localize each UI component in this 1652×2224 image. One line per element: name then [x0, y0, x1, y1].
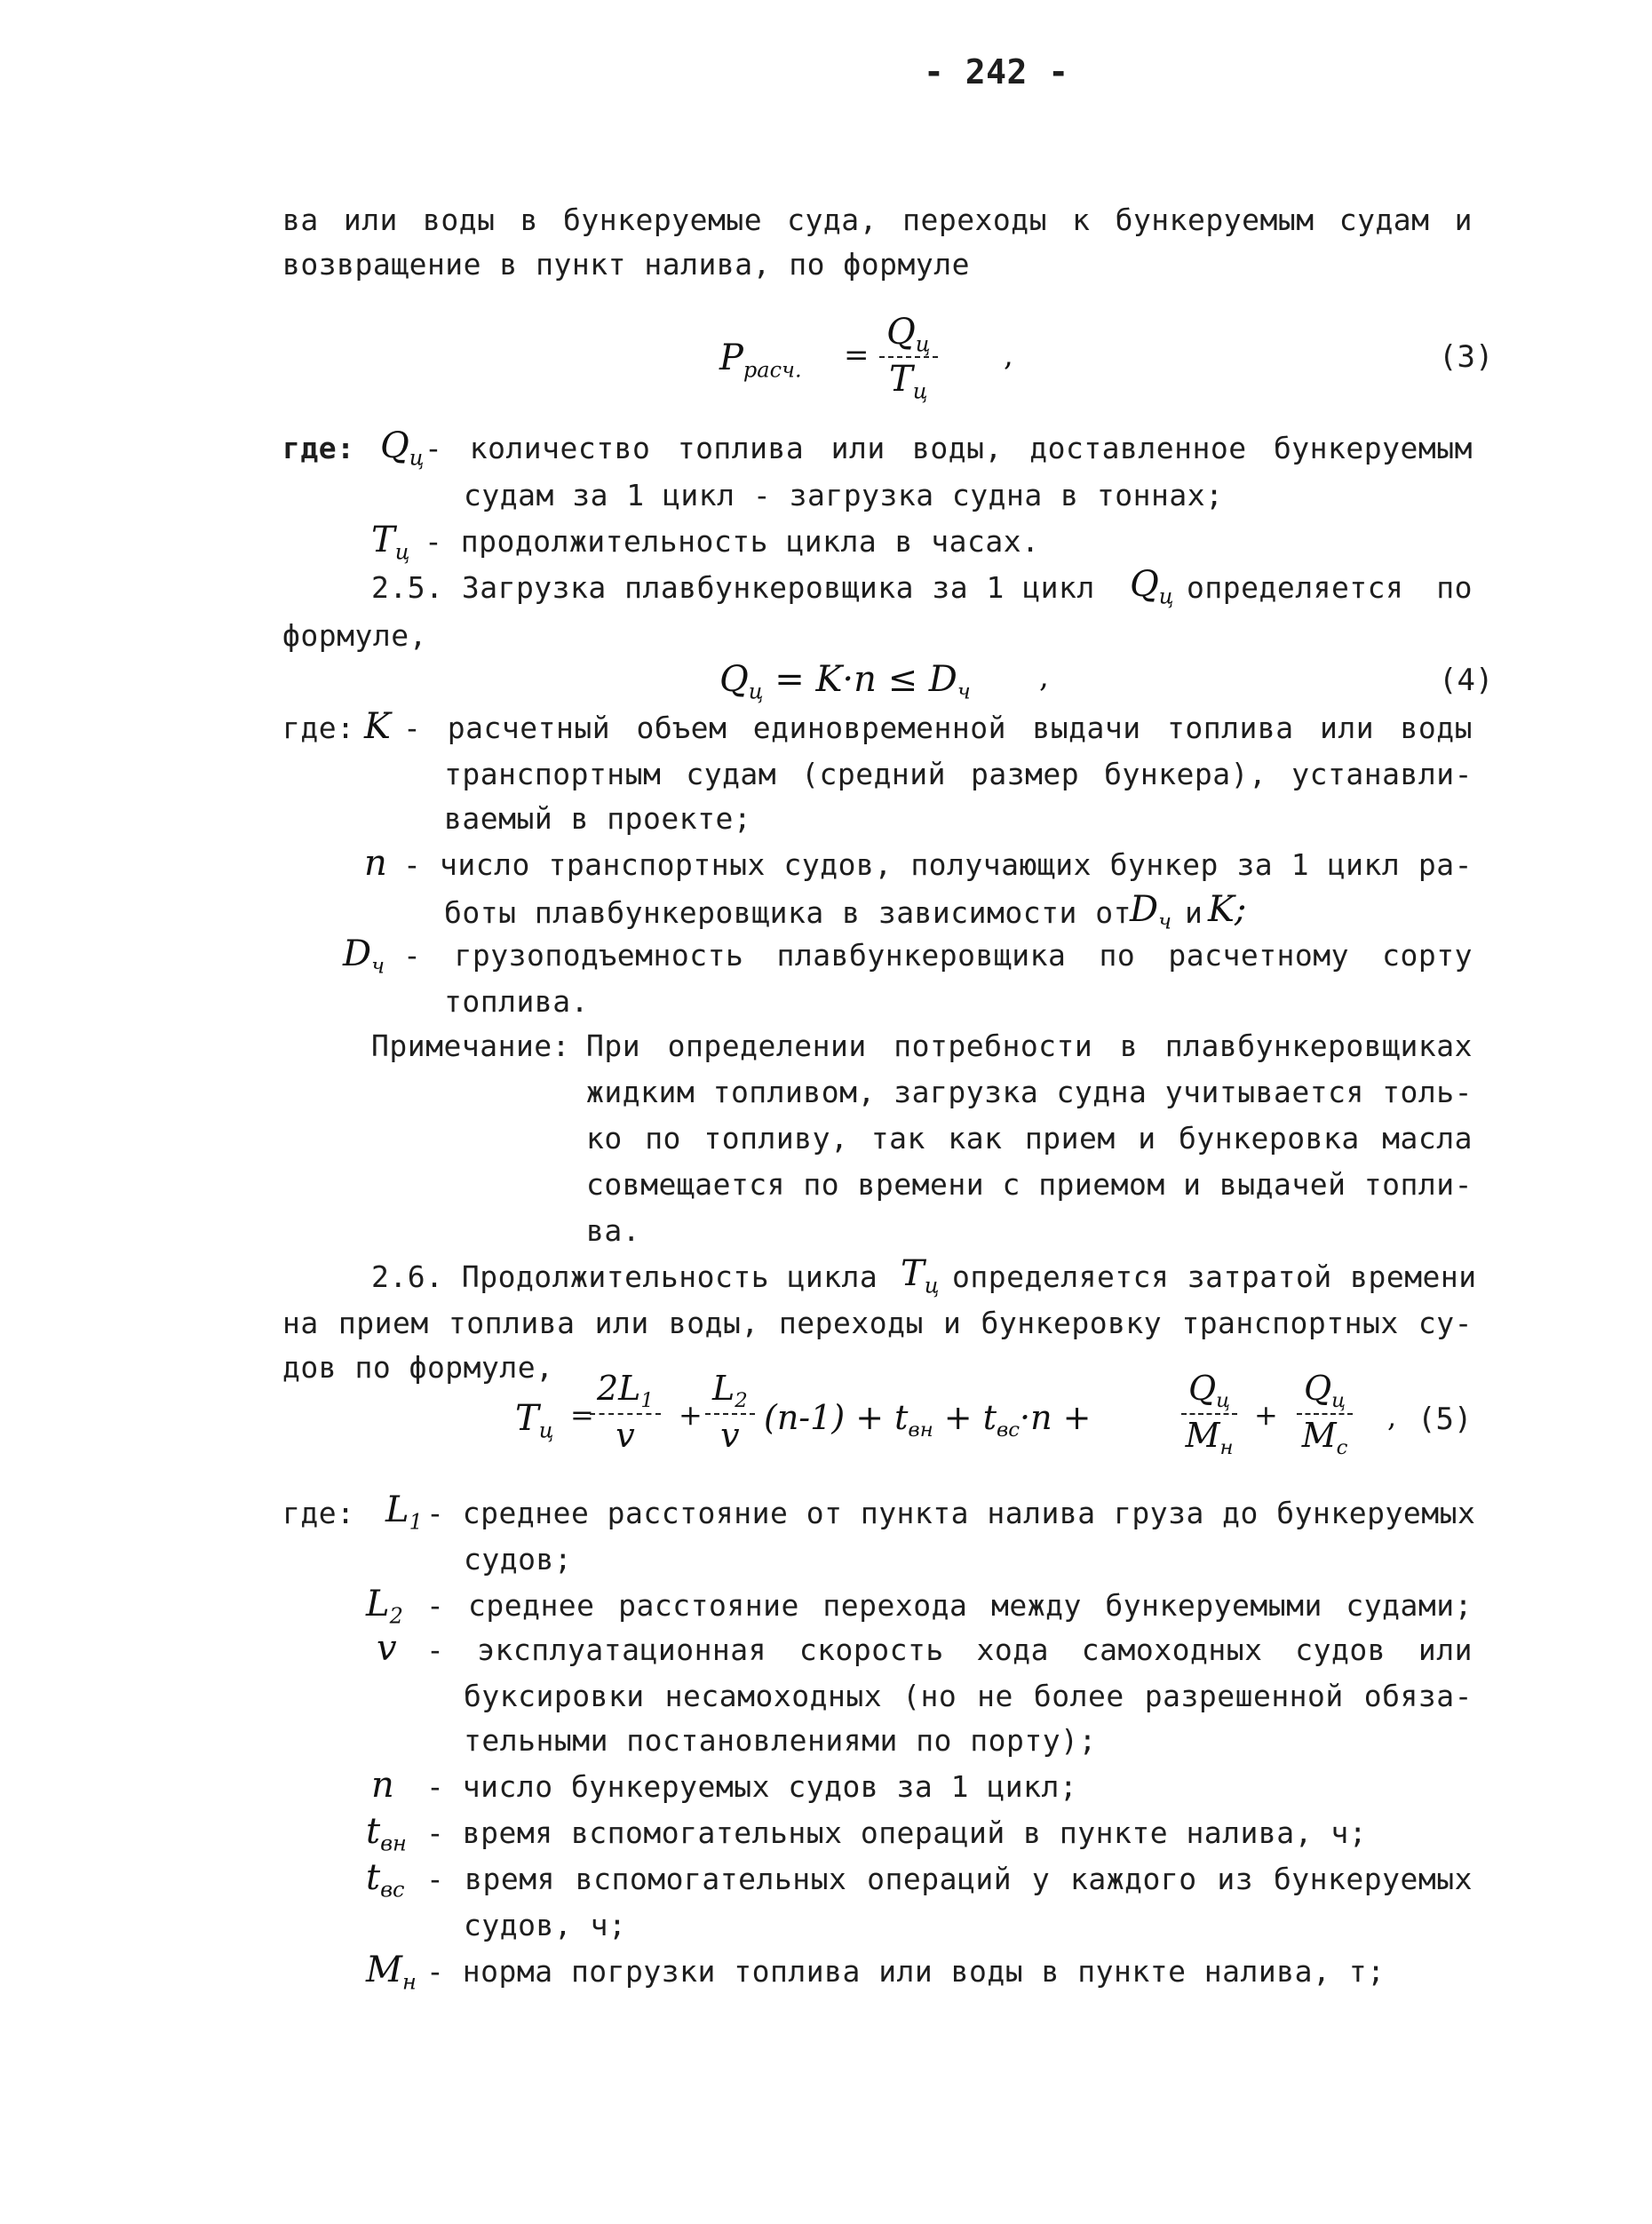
- eq5-number: (5): [1418, 1402, 1473, 1437]
- tvs-symbol: $t_{вс}$: [366, 1857, 405, 1902]
- l1-symbol: $L_1$: [385, 1489, 423, 1535]
- n-symbol: n: [364, 843, 387, 884]
- eq3-fraction: $Q_ц$ $T_ц$: [879, 314, 938, 402]
- note-line-1: При определении потребности в плавбункеровщиках: [586, 1029, 1473, 1063]
- n-def-d-symbol: $D_ч$: [1130, 889, 1172, 934]
- eq3-number: (3): [1439, 339, 1494, 375]
- v-definition-line-2: буксировки несамоходных (но не более разрешенной обяза-: [464, 1679, 1473, 1713]
- eq5-lhs: $T_ц$: [515, 1398, 554, 1443]
- eq3-equals: =: [844, 338, 870, 373]
- eq5-fraction-2: $\frac{L_2}{v}$: [705, 1371, 755, 1452]
- q-definition-line-1: - количество топлива или воды, доставленное бункеруемым: [425, 431, 1473, 465]
- tvs-definition-line-1: - время вспомогательных операций у каждого из бункеруемых: [426, 1862, 1473, 1896]
- p26-t-symbol: $T_ц$: [901, 1253, 940, 1299]
- n-def-k-symbol: K;: [1208, 889, 1247, 930]
- p25-line-2: формуле,: [282, 618, 427, 653]
- p25-line-1b: определяется по: [1187, 570, 1473, 605]
- page-number: - 242 -: [924, 52, 1069, 91]
- v-symbol: v: [377, 1628, 397, 1669]
- eq3-comma: ,: [1004, 338, 1013, 373]
- d-definition-line-2: топлива.: [444, 984, 589, 1019]
- where-label-2: где:: [282, 711, 355, 745]
- where-label-3: где:: [282, 1496, 355, 1530]
- q-symbol: $Q_ц$: [380, 425, 425, 471]
- k-symbol: K: [364, 706, 391, 747]
- q-definition-line-2: судам за 1 цикл - загрузка судна в тоннах;: [464, 478, 1224, 512]
- n-definition-line-1: - число транспортных судов, получающих бункер за 1 цикл ра-: [403, 847, 1473, 882]
- p26-line-3: дов по формуле,: [282, 1350, 554, 1385]
- p25-q-symbol: $Q_ц$: [1130, 564, 1174, 609]
- eq5-fraction-1: $\frac{2L_1}{v}$: [590, 1371, 661, 1452]
- eq3-lhs: $P_{расч.}$: [719, 338, 802, 383]
- v-definition-line-3: тельными постановлениями по порту);: [464, 1723, 1097, 1758]
- d-definition-line-1: - грузоподъемность плавбункеровщика по расчетному сорту: [403, 938, 1473, 973]
- note-line-2: жидким топливом, загрузка судна учитывается толь-: [586, 1075, 1473, 1109]
- tvn-symbol: $t_{вн}$: [366, 1811, 407, 1856]
- n-definition-line-2a: боты плавбункеровщика в зависимости от: [444, 895, 1132, 930]
- eq4-comma: ,: [1039, 659, 1049, 695]
- p26-line-1a: 2.6. Продолжительность цикла: [371, 1259, 878, 1294]
- l2-symbol: $L_2$: [366, 1584, 403, 1629]
- k-definition-line-1: - расчетный объем единовременной выдачи топлива или воды: [403, 711, 1473, 745]
- n2-definition: - число бункеруемых судов за 1 цикл;: [426, 1769, 1078, 1804]
- eq5-plus-2: +: [1254, 1398, 1278, 1432]
- k-definition-line-2: транспортным судам (средний размер бункера), устанавли-: [444, 757, 1473, 791]
- mn-definition: - норма погрузки топлива или воды в пункте налива, т;: [426, 1954, 1386, 1989]
- d-symbol: $D_ч$: [343, 933, 385, 979]
- tvs-definition-line-2: судов, ч;: [464, 1908, 627, 1942]
- equation-4: [719, 654, 1494, 707]
- eq5-middle-terms: $(n-1) + t_{вн} + t_{вс}\cdot n$ +: [764, 1398, 1092, 1442]
- intro-line-2: возвращение в пункт налива, по формуле: [282, 247, 970, 282]
- n2-symbol: n: [371, 1765, 394, 1806]
- note-line-5: ва.: [586, 1213, 641, 1248]
- n-definition-line-2b: и: [1185, 895, 1203, 930]
- intro-line-1: ва или воды в бункеруемые суда, переходы к бункеруемым судам и: [282, 203, 1473, 237]
- eq4-expression: $Q_ц = K\cdot n \le D_ч$: [719, 659, 971, 704]
- mn-symbol: $M_н$: [366, 1950, 417, 1995]
- eq5-fraction-4: $Q_ц$ $M_с$: [1297, 1371, 1353, 1458]
- eq5-fraction-3: $Q_ц$ $M_н$: [1181, 1371, 1237, 1458]
- equation-5: [515, 1359, 1483, 1465]
- eq5-comma: ,: [1387, 1400, 1397, 1434]
- l1-definition-line-2: судов;: [464, 1542, 573, 1577]
- equation-3: [719, 311, 1494, 409]
- k-definition-line-3: ваемый в проекте;: [444, 801, 752, 836]
- v-definition-line-1: - эксплуатационная скорость хода самоходных судов или: [426, 1632, 1473, 1667]
- eq5-plus-1: +: [679, 1398, 703, 1432]
- where-label-1: где:: [282, 431, 355, 465]
- eq4-number: (4): [1439, 663, 1494, 698]
- note-line-4: совмещается по времени с приемом и выдачей топли-: [586, 1167, 1473, 1202]
- t-symbol: $T_ц$: [371, 520, 410, 565]
- l2-definition: - среднее расстояние перехода между бункеруемыми судами;: [426, 1588, 1473, 1623]
- note-label: Примечание:: [371, 1029, 571, 1063]
- eq5-equals: =: [570, 1398, 594, 1432]
- t-definition: - продолжительность цикла в часах.: [425, 524, 1040, 559]
- p25-line-1a: 2.5. Загрузка плавбункеровщика за 1 цикл: [371, 570, 1095, 605]
- note-line-3: ко по топливу, так как прием и бункеровка масла: [586, 1121, 1473, 1156]
- p26-line-2: на прием топлива или воды, переходы и бункеровку транспортных су-: [282, 1306, 1473, 1340]
- l1-definition-line-1: - среднее расстояние от пункта налива груза до бункеруемых: [426, 1496, 1476, 1530]
- p26-line-1b: определяется затратой времени: [952, 1259, 1477, 1294]
- tvn-definition: - время вспомогательных операций в пункте налива, ч;: [426, 1815, 1368, 1850]
